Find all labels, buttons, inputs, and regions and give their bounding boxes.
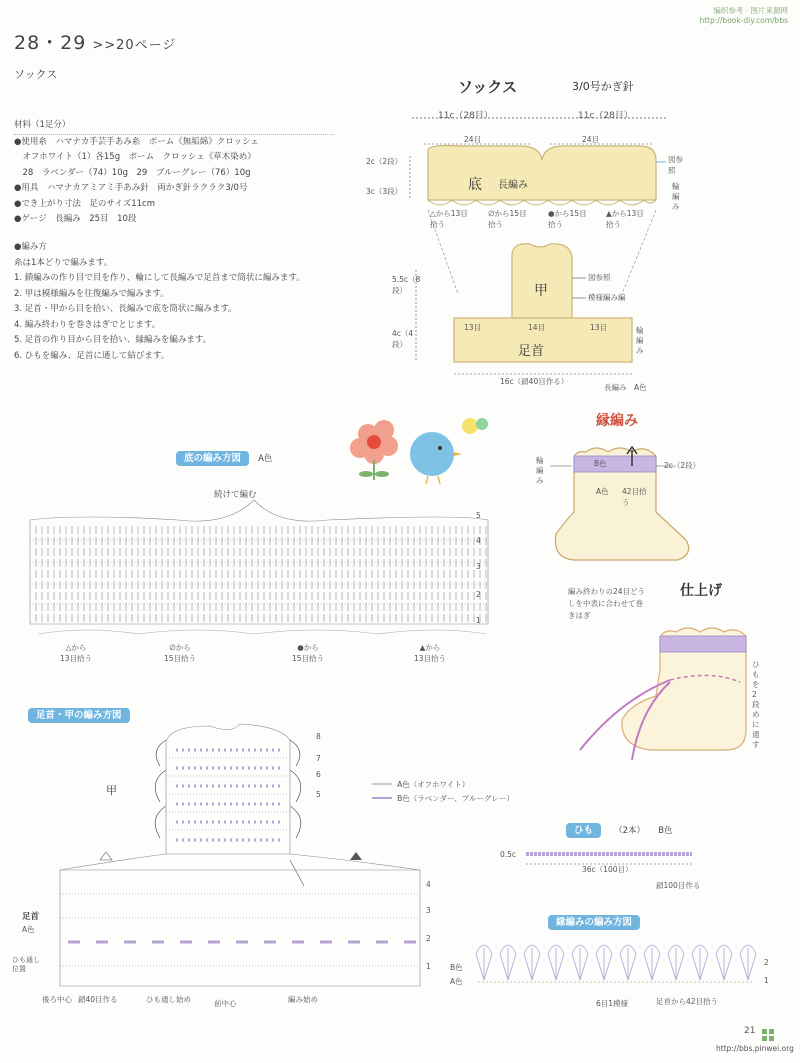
legend-a-text: A色（オフホワイト） [397,780,470,789]
ankle-chart-label: 足首・甲の編み方図 [28,708,130,723]
sole-row-5: 5 [476,511,481,520]
edge-fan-mark [572,945,588,980]
finished-sock-drawing [560,610,760,770]
materials-heading: 材料（1足分） [14,120,71,130]
materials-row: オフホワイト（1）各15g ポーム クロッシェ《草木染め》 [14,152,256,162]
string-chain: 鎖100目作る [656,881,701,890]
materials-block [14,118,334,228]
sole-row-2: 2 [476,590,481,599]
continue-label: 続けて編む [214,490,257,500]
pick-up-3: ●から15目拾う [548,209,587,229]
ankle-label: 足首 [518,344,545,359]
string-header [566,818,672,837]
edging-ring: 輪編み [536,456,544,485]
see-chart-1: 図参照 [668,155,683,175]
instruction-row: 2. 甲は模様編みを往復編みで編みます。 [14,288,169,299]
instep-label: 甲 [534,283,548,299]
lace-start: ひも通し始め [146,995,191,1004]
page-number: 21 [744,1026,756,1036]
ankle-row-7: 7 [316,754,321,763]
sole-chart-color: A色 [258,454,273,464]
stitches-13-left: 13目 [464,323,482,332]
width-left: 11c（28目） [438,111,493,121]
sole-stitch: 長編み [498,180,528,191]
string-height: 0.5c [500,850,517,859]
legend-b-swatch [372,795,392,801]
edge-fan-mark [548,945,564,980]
edge-fan-mark [500,945,516,980]
string-color: B色 [658,826,673,836]
ankle-row-8: 8 [316,732,321,741]
sock-construction-diagram [366,70,690,400]
edge-fan-mark [596,945,612,980]
instructions-block [14,240,305,364]
lace-position: ひも通し位置 [12,956,40,973]
edging-height: 2c（2段） [664,461,701,470]
height-2c: 2c（2段） [366,157,403,166]
instructions-heading: ●編み方 [14,242,47,252]
edge-fan-mark [620,945,636,980]
instruction-row: 5. 足首の作り目から目を拾い、縁編みを編みます。 [14,335,212,345]
diagram-title: ソックス [458,78,518,96]
bird-icon [410,418,488,484]
sole-chart-label: 底の編み方図 [176,451,249,466]
edge-acolor: A色 [450,977,463,986]
pattern-stitch: 模様編み編 [588,293,626,302]
ankle-row-1: 1 [426,962,431,971]
stitches-13-right: 13目 [590,323,608,332]
ankle-row-5: 5 [316,790,321,799]
bottom-width: 16c（鎖40目作る） [500,377,569,386]
edge-row-1: 1 [764,976,769,985]
ankle-chart-instep: 甲 [106,784,117,797]
string-count: （2本） [614,826,646,836]
edge-fan-mark [524,945,540,980]
sole-row-4: 4 [476,536,481,545]
stitches-14: 14目 [528,323,546,332]
instruction-row: 3. 足首・甲から目を拾い、長編みで底を筒状に編みます。 [14,304,237,314]
materials-row: ●ゲージ 長編み 25目 10段 [14,214,137,224]
pick-up-4: ▲から13目拾う [606,209,644,229]
edge-fan-mark [740,945,756,980]
finish-title: 仕上げ [680,583,722,599]
ankle-row-3: 3 [426,906,431,915]
stitches-24-left: 24目 [464,135,482,144]
edge-chart-label: 縁編みの編み方図 [548,915,640,930]
instruction-row: 糸は1本どりで編みます。 [14,257,113,268]
back-center: 後ろ中心 [42,995,72,1004]
pattern-title: ソックス [14,68,58,81]
edging-pick-42: 42目拾う [622,487,647,507]
instruction-row: 1. 鎖編みの作り目で目を作り、輪にして長編みで足首まで筒状に編みます。 [14,273,305,283]
edge-repeat: 6目1模様 [596,999,629,1008]
page-reference: 28・29 >>20ページ [14,32,177,54]
sole-pick-1: △から 13目拾う [59,643,93,663]
height-5-5c: 5.5c（8段） [392,275,421,295]
sole-pick-4: ▲から 13目拾う [413,643,447,663]
edging-sock-drawing [516,430,696,580]
finish-note: ひもを2段めに通す [752,660,760,749]
edge-fan-mark [644,945,660,980]
materials-row: ●使用糸 ハマナカ手芸手あみ糸 ポーム《無垢綿》クロッシェ [14,136,259,147]
sole-pick-3: ●から 15目拾う [291,643,325,663]
edging-title: 縁編み [596,413,638,429]
bottom-stitch: 長編み A色 [604,383,647,392]
start-point: 編み始め [288,995,318,1004]
edge-fan-mark [716,945,732,980]
see-chart-2: 図参照 [588,273,611,282]
decoration-illustration [344,414,494,486]
front-center: 前中心 [214,999,237,1008]
sole-label: 底 [468,177,482,193]
edge-bcolor: B色 [450,963,463,972]
sole-pick-2: ∅から 15目拾う [163,643,197,663]
edge-pick: 足首から42目拾う [656,997,719,1006]
edge-fan-mark [668,945,684,980]
ankle-label: 足首 [22,912,40,922]
edge-chart-label-wrap [548,910,640,929]
chain-40: 鎖40目作る [78,995,118,1004]
materials-row: ●でき上がり寸法 足のサイズ11cm [14,198,156,209]
ankle-row-4: 4 [426,880,431,889]
footer-url: http://bbs.pinwei.org [716,1044,794,1053]
pick-up-2: ∅から15目拾う [488,209,527,229]
stitches-24-right: 24目 [582,135,600,144]
materials-row: ●用具 ハマナカアミアミ手あみ針 両かぎ針ラクラク3/0号 [14,183,248,193]
instruction-row: 6. ひもを編み、足首に通して結びます。 [14,350,170,361]
ankle-row-6: 6 [316,770,321,779]
string-length: 36c（100目） [582,865,633,874]
edge-stitch-chart [470,934,760,990]
page-icon [762,1026,776,1045]
hook-size: 3/0号かぎ針 [572,80,634,93]
materials-row: 28 ラベンダー（74）10g 29 ブルーグレー（76）10g [14,167,251,178]
legend-b-text: B色（ラベンダー、ブルーグレー） [397,794,514,803]
sole-stitch-chart [18,496,518,636]
edging-bcolor: B色 [594,459,607,468]
sole-row-3: 3 [476,562,481,571]
edging-acolor: A色 [596,487,609,496]
watermark: 编织参考 · 图片来源网 http://book-diy.com/bbs [699,6,788,25]
in-the-round-1: 輪編み [672,182,680,211]
edge-fan-mark [476,945,492,980]
ankle-stitch-chart [20,710,440,1010]
in-the-round-2: 輪編み [636,326,644,355]
flower-icon [350,420,398,480]
pick-up-1: △から13目拾う [430,209,468,229]
legend-b [372,786,514,805]
sole-row-1: 1 [476,616,481,625]
edge-fan-mark [692,945,708,980]
ankle-acolor: A色 [22,925,35,934]
height-3c: 3c（3段） [366,187,403,196]
height-4c: 4c（4段） [392,329,414,349]
ankle-row-2: 2 [426,934,431,943]
instruction-row: 4. 編み終わりを巻きはぎでとじます。 [14,319,161,330]
width-right: 11c（28目） [578,111,633,121]
sole-chart-label-wrap [176,446,272,465]
edging-note: 編み終わりの24目どうしを中表に合わせて巻きはぎ [568,587,646,620]
string-label: ひも [566,823,601,838]
edge-row-2: 2 [764,958,769,967]
